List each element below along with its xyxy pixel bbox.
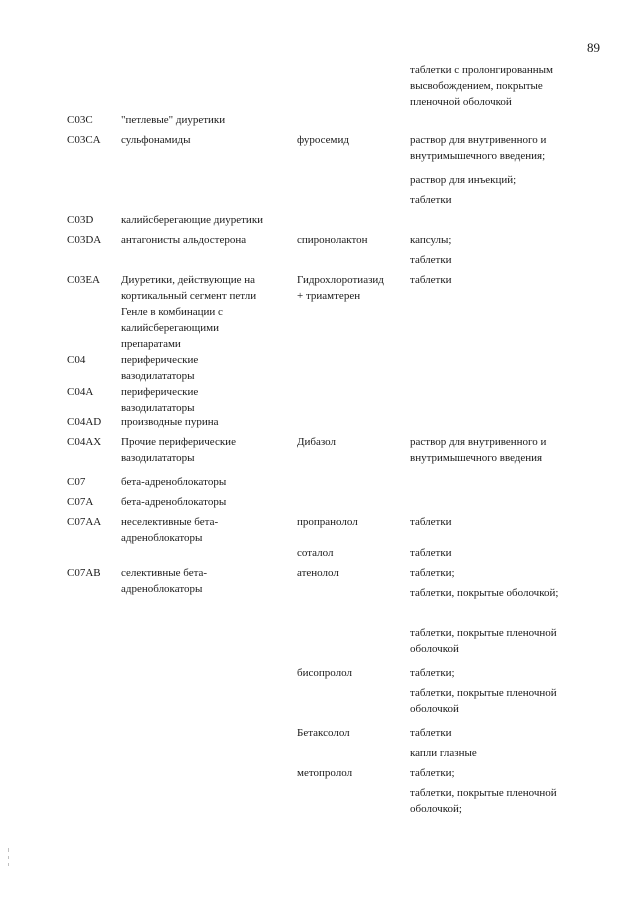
drug-name (297, 132, 401, 148)
dosage-form (410, 434, 585, 466)
pharmacological-group-line: производные пурина (121, 416, 219, 428)
dosage-form (410, 172, 585, 188)
atc-code: C04AX (67, 436, 102, 448)
drug-name-line: Дибазол (297, 436, 336, 448)
drug-name-line: пропранолол (297, 516, 358, 528)
pharmacological-group-line: селективные бета- (121, 567, 208, 579)
pharmacological-group-line: калийсберегающими (121, 322, 219, 334)
drug-name-line: бисопролол (297, 667, 352, 679)
drug-name (297, 232, 401, 248)
drug-name (297, 514, 401, 530)
pharmacological-group (121, 434, 281, 466)
dosage-form-line: таблетки (410, 727, 452, 739)
dosage-form-line: таблетки с пролонгированным (410, 64, 554, 76)
pharmacological-group-line: сульфонамиды (121, 134, 191, 146)
drug-name-line: атенолол (297, 567, 339, 579)
dosage-form (410, 625, 585, 657)
dosage-form (410, 585, 585, 601)
drug-name (297, 272, 401, 304)
pharmacological-group-line: периферические (121, 354, 199, 366)
pharmacological-group-line: вазодилататоры (121, 402, 195, 414)
dosage-form (410, 765, 585, 781)
dosage-form-line: оболочкой; (410, 803, 462, 815)
dosage-form (410, 685, 585, 717)
pharmacological-group-line: Прочие периферические (121, 436, 236, 448)
dosage-form (410, 232, 585, 248)
atc-code: C03D (67, 214, 94, 226)
dosage-form (410, 565, 585, 581)
pharmacological-group (121, 272, 281, 352)
dosage-form (410, 545, 585, 561)
drug-name (297, 665, 401, 681)
pharmacological-group-line: "петлевые" диуретики (121, 114, 226, 126)
pharmacological-group (121, 112, 281, 128)
drug-name (297, 565, 401, 581)
dosage-form-line: таблетки; (410, 767, 455, 779)
atc-code: C03DA (67, 234, 102, 246)
dosage-form (410, 272, 585, 288)
atc-code: C04 (67, 354, 86, 366)
margin-mark (8, 848, 9, 852)
pharmacological-group-line: препаратами (121, 338, 181, 350)
pharmacological-group (121, 212, 281, 228)
pharmacological-group (121, 352, 281, 384)
pharmacological-group-line: кортикальный сегмент петли (121, 290, 257, 302)
pharmacological-group (121, 494, 281, 510)
dosage-form-line: таблетки, покрытые оболочкой; (410, 587, 559, 599)
dosage-form-line: таблетки (410, 194, 452, 206)
drug-name-line: Гидрохлоротиазид (297, 274, 384, 286)
dosage-form-line: оболочкой (410, 703, 459, 715)
dosage-form (410, 132, 585, 164)
dosage-form-line: внутримышечного введения (410, 452, 543, 464)
dosage-form-line: раствор для инъекций; (410, 174, 517, 186)
pharmacological-group (121, 232, 281, 248)
dosage-form (410, 252, 585, 268)
drug-name-line: соталол (297, 547, 334, 559)
dosage-form (410, 785, 585, 817)
drug-name-line: фуросемид (297, 134, 349, 146)
dosage-form (410, 62, 585, 110)
dosage-form-line: таблетки (410, 274, 452, 286)
atc-code: C04AD (67, 416, 102, 428)
drug-name (297, 434, 401, 450)
dosage-form-line: раствор для внутривенного и (410, 134, 547, 146)
dosage-form-line: капли глазные (410, 747, 477, 759)
dosage-form (410, 745, 585, 761)
pharmacological-group-line: антагонисты альдостерона (121, 234, 247, 246)
dosage-form (410, 725, 585, 741)
margin-mark (8, 856, 9, 859)
dosage-form-line: внутримышечного введения; (410, 150, 546, 162)
pharmacological-group (121, 384, 281, 416)
pharmacological-group-line: вазодилататоры (121, 452, 195, 464)
drug-name-line: метопролол (297, 767, 353, 779)
atc-code: C07AB (67, 567, 101, 579)
dosage-form-line: таблетки; (410, 667, 455, 679)
drug-name-line: + триамтерен (297, 290, 361, 302)
dosage-form-line: таблетки, покрытые пленочной (410, 627, 557, 639)
dosage-form-line: таблетки, покрытые пленочной (410, 687, 557, 699)
pharmacological-group-line: бета-адреноблокаторы (121, 476, 227, 488)
pharmacological-group-line: вазодилататоры (121, 370, 195, 382)
atc-code: C04A (67, 386, 94, 398)
pharmacological-group (121, 565, 281, 597)
drug-name-line: спиронолактон (297, 234, 368, 246)
dosage-form-line: таблетки (410, 547, 452, 559)
dosage-form-line: пленочной оболочкой (410, 96, 512, 108)
pharmacological-group-line: адреноблокаторы (121, 583, 203, 595)
dosage-form-line: раствор для внутривенного и (410, 436, 547, 448)
pharmacological-group (121, 474, 281, 490)
pharmacological-group-line: неселективные бета- (121, 516, 219, 528)
atc-code: C03EA (67, 274, 100, 286)
dosage-form-line: высвобождением, покрытые (410, 80, 543, 92)
pharmacological-group-line: бета-адреноблокаторы (121, 496, 227, 508)
atc-code: C03CA (67, 134, 101, 146)
dosage-form (410, 665, 585, 681)
drug-name-line: Бетаксолол (297, 727, 350, 739)
pharmacological-group-line: адреноблокаторы (121, 532, 203, 544)
drug-name (297, 765, 401, 781)
drug-name (297, 545, 401, 561)
dosage-form-line: таблетки, покрытые пленочной (410, 787, 557, 799)
atc-code: C03C (67, 114, 93, 126)
drug-name (297, 725, 401, 741)
margin-mark (8, 863, 9, 866)
pharmacological-group-line: Диуретики, действующие на (121, 274, 256, 286)
pharmacological-group-line: периферические (121, 386, 199, 398)
atc-code: C07A (67, 496, 94, 508)
pharmacological-group (121, 514, 281, 546)
pharmacological-group (121, 132, 281, 148)
page-number: 89 (587, 40, 600, 55)
pharmacological-group-line: калийсберегающие диуретики (121, 214, 264, 226)
dosage-form-line: оболочкой (410, 643, 459, 655)
dosage-form-line: таблетки; (410, 567, 455, 579)
pharmacological-group-line: Генле в комбинации с (121, 306, 223, 318)
dosage-form (410, 514, 585, 530)
dosage-form-line: таблетки (410, 254, 452, 266)
pharmacological-group (121, 414, 281, 430)
atc-code: C07 (67, 476, 86, 488)
dosage-form-line: таблетки (410, 516, 452, 528)
dosage-form (410, 192, 585, 208)
dosage-form-line: капсулы; (410, 234, 452, 246)
atc-code: C07AA (67, 516, 102, 528)
